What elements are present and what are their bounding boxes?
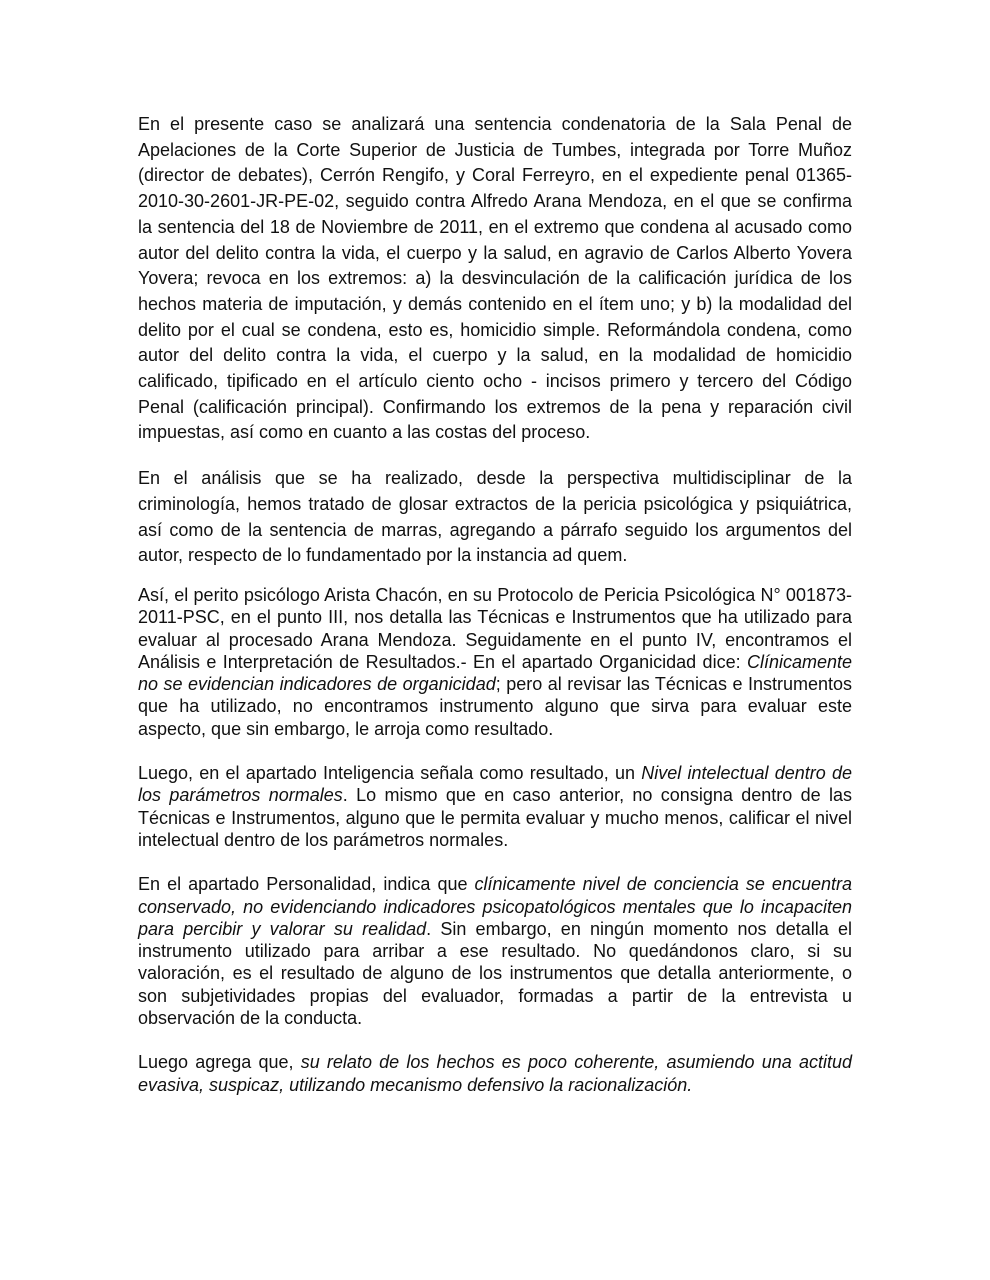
paragraph-intelligence-text-a: Luego, en el apartado Inteligencia señala como resultado, un [138,763,642,784]
paragraph-intelligence-quote: Nivel intelectual dentro de los parámetros normales [138,763,852,806]
document-page [138,112,852,1096]
paragraph-intelligence-text-c: . Lo mismo que en caso anterior, no consigna dentro de las Técnicas e Instrumentos, alguno que le permita evaluar y mucho menos, calificar el nivel intelectual dentro de los parámetros normales. [138,785,852,850]
paragraph-account [138,1051,852,1096]
paragraph-personality-text-c: . Sin embargo, en ningún momento nos detalla el instrumento utilizado para arribar a ese resultado. No quedándonos claro, si su valoración, es el resultado de alguno de los instrumentos que detalla anteriormente, o son subjetividades propias del evaluador, formadas a partir de la entrevista u observación de la conducta. [138,918,852,1028]
paragraph-intelligence [138,762,852,851]
paragraph-analysis-intro: En el análisis que se ha realizado, desde la perspectiva multidisciplinar de la criminología, hemos tratado de glosar extractos de la pericia psicológica y psiquiátrica, así como de la sentencia de marras, agregando a párrafo seguido los argumentos del autor, respecto de lo fundamentado por la instancia ad quem. [138,468,852,566]
paragraph-personality-quote: clínicamente nivel de conciencia se encuentra conservado, no evidenciando indicadores psicopatológicos mentales que lo incapaciten para percibir y valorar su realidad [138,874,852,939]
paragraph-organicity-text-c: ; pero al revisar las Técnicas e Instrumentos que ha utilizado, no encontramos instrumento alguno que sirva para evaluar este aspecto, que sin embargo, le arroja como resultado. [138,674,852,739]
paragraph-account-text-a: Luego agrega que, [138,1052,301,1073]
paragraph-organicity [138,584,852,740]
paragraph-case-summary: En el presente caso se analizará una sentencia condenatoria de la Sala Penal de Apelaciones de la Corte Superior de Justicia de Tumbes, integrada por Torre Muñoz (director de debates), Cerrón Rengifo, y Coral Ferreyro, en el expediente penal 01365-2010-30-2601-JR-PE-02, seguido contra Alfredo Arana Mendoza, en el que se confirma la sentencia del 18 de Noviembre de 2011, en el extremo que condena al acusado como autor del delito contra la vida, el cuerpo y la salud, en agravio de Carlos Alberto Yovera Yovera; revoca en los extremos: a) la desvinculación de la calificación jurídica de los hechos materia de imputación, y demás contenido en el ítem uno; y b) la modalidad del delito por el cual se condena, esto es, homicidio simple. Reformándola condena, como autor del delito contra la vida, el cuerpo y la salud, en la modalidad de homicidio calificado, tipificado en el artículo ciento ocho - incisos primero y tercero del Código Penal (calificación principal). Confirmando los extremos de la pena y reparación civil impuestas, así como en cuanto a las costas del proceso. [138,114,852,443]
paragraph-personality [138,873,852,1029]
paragraph-organicity-text-a: Así, el perito psicólogo Arista Chacón, en su Protocolo de Pericia Psicológica N° 001873-2011-PSC, en el punto III, nos detalla las Técnicas e Instrumentos que ha utilizado para evaluar al procesado Arana Mendoza. Seguidamente en el punto IV, encontramos el Análisis e Interpretación de Resultados.- En el apartado Organicidad dice: [138,584,852,672]
paragraph-organicity-quote: Clínicamente no se evidencian indicadores de organicidad [138,651,852,695]
paragraph-account-quote: su relato de los hechos es poco coherente, asumiendo una actitud evasiva, suspicaz, utilizando mecanismo defensivo la racionalización. [138,1052,852,1095]
paragraph-personality-text-a: En el apartado Personalidad, indica que [138,874,475,895]
